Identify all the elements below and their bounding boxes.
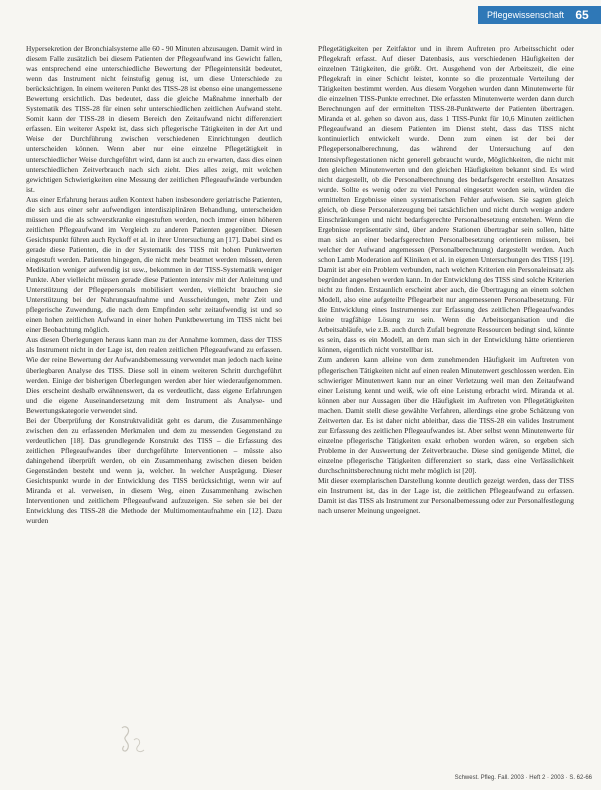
paragraph: Bei der Überprüfung der Konstruktvalidität geht es darum, die Zusammenhänge zwischen den zu erfassenden Merkmalen und dem zu messenden Gegenstand zu verdeutlichen [18]. Das grundlegende Konstrukt des TISS – die Erfassung des zeitlichen Pflegeaufwandes über durchgeführte Interventionen – müsste also dahingehend überprüft werden, ob ein Zusammenhang zwischen diesen beiden Gegenständen besteht und wenn ja, welcher. In welcher Ausprägung. Dieser Gesichtspunkt wurde in der Entwicklung des TISS berücksichtigt, wenn wir auf Miranda et al. verweisen, in diesem Weg, einen Zusammenhang zwischen Interventionen und zeitlichem Pflegeaufwand aufzuzeigen. Sie sehen sie bei der Entwicklung des TISS-28 die Methode der Multimomentaufnahme ein [12]. Dazu wurden (26, 415, 282, 526)
footer-citation: Schwest. Pfleg. Fall. 2003 · Heft 2 · 2003 · S. 62-66 (454, 775, 592, 781)
paragraph: Pflegetätigkeiten per Zeitfaktor und in ihrem Auftreten pro Arbeitsschicht oder Pflegekraft erfasst. Auf dieser Datenbasis, aus verschiedenen Häufigkeiten der einzelnen Tätigkeiten, die größt. Ort. Ausgehend von der Arbeitszeit, die eine Pflegekraft in einer Schicht leistet, konnte so die prozentuale Verteilung der Tätigkeiten bestimmt werden. Aus diesem Vorgehen wurden dann Minutenwerte für die einzelnen TISS-Punkte errechnet. Die erfassten Minutenwerte werden dann durch Berechnungen auf der ermittelten TISS-28-Punktwerte der Patienten übertragen. Miranda et al. gehen so davon aus, dass 1 TISS-Punkt für 10,6 Minuten zeitlichen Pflegeaufwand an diesem Patienten im Dienst steht, dass das TISS nicht kontinuierlich entwickelt wurde. Denn zum einen ist der bei der Pflegepersonalberechnung, das während der Untersuchung auf den Intensivpflegestationen nicht generell gebraucht wurde, Möglichkeiten, die nicht mit den gleichen Minutenwerten und den gleichen Häufigkeiten bekannt sind. Es wird nicht dargestellt, ob die Personalberechnung des bedarfsgerecht erstellten Ansatzes wurde. Sollte es wenig oder zu viel Personal eingesetzt worden sein, würden die ermittelten Ergebnisse einen systematischen Fehler aufweisen. Sie sagten gleich gleich, ob diese Personalerzeugung bei tatsächlichen und nicht durch wenige andere Einschränkungen und nicht bedarfsgerechte Personalbesetzung entstehen. Wenn die Ergebnisse repräsentativ sind, über andere Stationen übertragbar sein sollen, hätte man sich an einer bedarfsgerechten Personalbesetzung orientieren müssen, bei welcher der Aufwand angemessen (Personalberechnung) dargestellt werden. Auch schon Lamb Moderation auf Kliniken et al. in eigenen Untersuchungen des TISS [19]. Damit ist aber ein Problem verbunden, nach welchen Kriterien ein Personaleinsatz als begründet angesehen werden kann. In der Entwicklung des TISS sind solche Kriterien nicht zu finden. Erstaunlich erscheint aber auch, die Übertragung an einem solchen Modell, also eine aufgeteilte Pflegearbeit nur angemessenen Personalbesetzung. Für die Entwicklung eines Instrumentes zur Erfassung des zeitlichen Pflegeaufwandes keine tragfähige Lösung zu sein. Wenn die Arbeitsorganisation und die Arbeitsabläufe, wie z.B. auch durch Zufall begrenzte Ressourcen bedingt sind, könnte es sein, dass es ein Modell, an dem man sich in der Entwicklung hätte orientieren können, eigentlich nicht vorstellbar ist. (318, 44, 574, 355)
paragraph: Mit dieser exemplarischen Darstellung konnte deutlich gezeigt werden, dass der TISS ein Instrument ist, das in der Lage ist, die zeitlichen Pflegeaufwand zu erfassen. Damit ist das TISS als Instrument zur Personalbemessung oder zur Personalfestlegung nach unserer Meinung ungeeignet. (318, 476, 574, 516)
paragraph: Aus diesen Überlegungen heraus kann man zu der Annahme kommen, dass der TISS als Instrument nicht in der Lage ist, den realen zeitlichen Pflegeaufwand zu erfassen. Wie der reine Bewertung der Aufwandsbemessung verwendet man jedoch nach keine überlegbaren Analyse des TISS. Diese soll in einem weiteren Schritt durchgeführt werden. Einige der bisherigen Überlegungen werden aber hier wiederaufgenommen. Dies erscheint deshalb erwähnenswert, da es verdeutlicht, dass eigene Erfahrungen und die eigene Auseinandersetzung mit dem Instrument als Analyse- und Bewertungskategorie verwendet sind. (26, 335, 282, 415)
page-number: 65 (575, 8, 589, 22)
paragraph: Aus einer Erfahrung heraus außen Kontext haben insbesondere geriatrische Patienten, die sich aus einer sehr aufwendigen interdisziplinären Behandlung, unterscheiden müssen und die als schwerstkranke eingestuften werden, noch immer einen höheren zeitlichen Pflegeaufwand im Vergleich zu anderen Patienten gegenüber. Diesen Gesichtspunkt führen auch Ryckoff et al. in ihrer Untersuchung an [17]. Dabei sind es gerade diese Patienten, die in der Systematik des TISS mit hohen Punktwerten eingestuft werden. Patienten hingegen, die nicht mehr beatmet werden müssen, deren Medikation weniger aufwendig ist usw., bekommen in der TISS-Systematik weniger Punkte. Aber vielleicht müssen gerade diese Patienten intensiv mit der Anleitung und Unterstützung der Pflegepersonals mobilisiert werden, vielleicht brauchen sie Unterstützung bei der Nahrungsaufnahme und Ausscheidungen, mehr Zeit und pflegerische Zuwendung, die nach dem Empfinden sehr zeitaufwendig ist und so einen hohen zeitlichen Aufwand in einer hohen Punktbewertung im TISS nicht bei einer Beobachtung möglich. (26, 194, 282, 335)
paragraph: Hypersekretion der Bronchialsysteme alle 60 - 90 Minuten abzusaugen. Damit wird in diesem Falle zusätzlich bei diesem Patienten der Pflegeaufwand ins Gewicht fallen, was entsprechend eine unterschiedliche Bewertung der Pflegeintensität bedeutet, wenn das Instrument nicht feinstufig genug ist, um diese Unterschiede zu berücksichtigen. In einem weiteren Punkt des TISS-28 ist ebenso eine unangemessene Bewertung ersichtlich. Das bedeutet, dass die gleiche Maßnahme innerhalb der Systematik des TISS-28 für einen sehr unterschiedlichen zeitlichen Aufwand steht. Somit kann der TISS-28 in diesem Bereich den Zeitaufwand nicht differenziert erfassen. Ein weiterer Aspekt ist, dass sich pflegerische Tätigkeiten in der Art und Weise der Durchführung zwischen verschiedenen Einrichtungen deutlich unterscheiden können. Wenn aber nur eine einzelne Pflegetätigkeit in unterschiedlicher Weise durchgeführt wird, dann ist auch zu erwarten, dass dies einen unterschiedlichen Zeitverbrauch nach sich zieht. Dies alles zeigt, mit welchen gewichtigen Schwierigkeiten eine Messung der zeitlichen Pflegeaufwände verbunden ist. (26, 44, 282, 194)
paragraph: Zum anderen kann alleine von dem zunehmenden Häufigkeit im Auftreten von pflegerischen Tätigkeiten nicht auf einen realen Minutenwert geschlossen werden. Ein schwieriger Minutenwert kann nur an einer Verletzung weil man den Zeitaufwand einer Leistung kennt und weiß, wie oft eine Leistung erbracht wird. Miranda et al. können aber nur Aussagen über die Häufigkeit im Auftreten von Pflegetätigkeiten machen. Damit stellt diese gewählte Verfahren, allerdings eine grobe Schätzung von Zeitwerten dar. Es ist daher nicht ableitbar, dass die TISS-28 ein valides Instrument zur Erfassung des zeitlichen Pflegeaufwandes ist. Aber selbst wenn Minutenwerte für einzelne pflegerische Tätigkeiten exakt erhoben worden wären, so ergeben sich Probleme in der Auswertung der Zeitverbrauche. Diese sind genügende Mittel, die einzelne pflegerische Tätigkeiten differenziert so stark, dass eine Verlässlichkeit durchschnittsberechnung nicht mehr möglich ist [20]. (318, 355, 574, 475)
handwritten-mark (112, 720, 152, 760)
left-column (26, 44, 282, 756)
journal-name: Pflegewissenschaft (487, 10, 565, 20)
right-column (318, 44, 574, 744)
